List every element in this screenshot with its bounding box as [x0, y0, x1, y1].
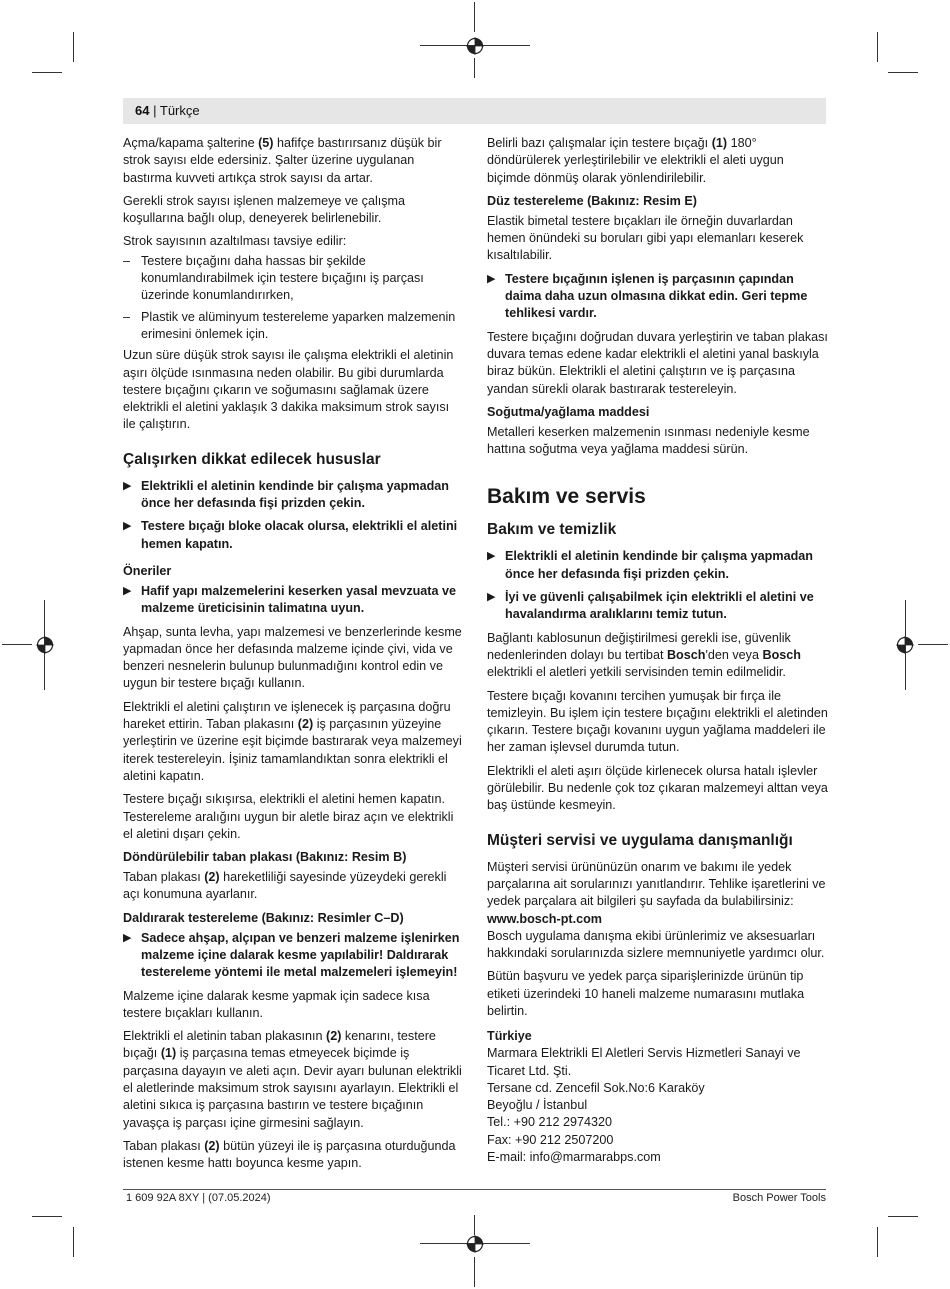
- bullet-arrow-icon: ▶: [123, 479, 132, 492]
- paragraph: Testere bıçağı kovanını tercihen yumuşak bir fırça ile temizleyin. Bu işlem için testere bıçağını elektrikli el aletinden çıkarın. Testere bıçağı kovanını uygun yağlama maddeleri ile her zaman işlevsel durumda tutun.: [487, 688, 828, 755]
- footer-brand: Bosch Power Tools: [732, 1192, 826, 1204]
- address-line: Tersane cd. Zencefil Sok.No:6 Karaköy: [487, 1080, 705, 1095]
- paragraph: Strok sayısının azaltılması tavsiye edilir:: [123, 234, 347, 249]
- paragraph: Testere bıçağını doğrudan duvara yerleştirin ve taban plakası duvara temas edene kadar elektrikli el aletini yanal baskıyla biraz bükün. Elektrikli el aletini çalıştırın ve iş parçasına yandan sürekli olarak bastırarak testereleyin.: [487, 329, 828, 396]
- subsection-heading: Daldırarak testereleme (Bakınız: Resimler C–D): [123, 910, 404, 925]
- dash-list-item: – Testere bıçağını daha hassas bir şekilde konumlandırabilmek için testere bıçağını iş parçası üzerinde konumlandırırken,: [123, 253, 424, 303]
- address-line: Fax: +90 212 2507200: [487, 1132, 614, 1147]
- brand-name: Bosch: [666, 647, 706, 662]
- registration-mark-icon: [466, 1235, 484, 1253]
- reference-number: (2): [204, 1138, 220, 1153]
- crop-mark: [2, 644, 32, 645]
- address-line: Beyoğlu / İstanbul: [487, 1098, 588, 1113]
- warning-bullet: ▶ İyi ve güvenli çalışabilmek için elektrikli el aletini ve havalandırma aralıklarını temiz tutun.: [487, 590, 814, 622]
- warning-bullet: ▶ Testere bıçağının işlenen iş parçasının çapından daima daha uzun olmasına dikkat edin. Geri tepme tehlikesi vardır.: [487, 271, 808, 321]
- paragraph: Gerekli strok sayısı işlenen malzemeye ve çalışma koşullarına bağlı olup, deneyerek belirlenebilir.: [123, 193, 406, 226]
- paragraph: Bosch uygulama danışma ekibi ürünlerimiz ve aksesuarları hakkındaki sorularınızda sizlere memnuniyetle yardımcı olur.: [487, 928, 825, 961]
- bullet-arrow-icon: ▶: [487, 591, 496, 604]
- page-header: [123, 98, 826, 124]
- address-line: Tel.: +90 212 2974320: [487, 1115, 612, 1130]
- crop-mark: [32, 1216, 62, 1217]
- paragraph: Müşteri servisi ürününüzün onarım ve bakımı ile yedek parçalarına ait sorularınızı yanıtlandırır. Tehlike işaretlerini ve yedek parçalara ait bilgileri şu sayfada da bulabilirsiniz: www.bosch-pt.com: [487, 859, 826, 926]
- subsection-heading: Öneriler: [123, 563, 172, 578]
- section-heading: Müşteri servisi ve uygulama danışmanlığı: [487, 831, 793, 849]
- reference-number: (2): [326, 1029, 342, 1044]
- bullet-arrow-icon: ▶: [487, 272, 496, 285]
- paragraph: Açma/kapama şalterine (5) hafifçe bastırırsanız düşük bir strok sayısı elde edersiniz. Şalter üzerine uygulanan bastırma kuvveti artıkça strok sayısı da artar.: [123, 136, 442, 185]
- page-header-text: [135, 103, 200, 118]
- paragraph: Elektrikli el aletini çalıştırın ve işlenecek iş parçasına doğru hareket ettirin. Taban plakasını (2) iş parçasının yüzeyine yerleştirin ve üzerine eşit biçimde bastırarak veya malzemeyi iterek testereleyin. İşiniz tamamlandıktan sonra elektrikli el aletini kapatın.: [123, 699, 462, 783]
- right-column: [487, 135, 828, 1172]
- registration-mark-icon: [36, 636, 54, 654]
- paragraph: Testere bıçağı sıkışırsa, elektrikli el aletini hemen kapatın. Testereleme aralığını uygun bir aletle biraz açın ve elektrikli el aletini dışarı çekin.: [123, 792, 454, 841]
- brand-name: Bosch: [762, 647, 801, 662]
- bullet-arrow-icon: ▶: [123, 520, 132, 533]
- dash-list-item: – Plastik ve alüminyum testereleme yaparken malzemenin erimesini önlemek için.: [123, 309, 456, 341]
- bullet-arrow-icon: ▶: [487, 550, 496, 563]
- crop-mark: [32, 72, 62, 73]
- crop-mark: [474, 1257, 475, 1287]
- paragraph: Malzeme içine dalarak kesme yapmak için sadece kısa testere bıçakları kullanın.: [123, 988, 430, 1020]
- reference-number: (2): [204, 870, 220, 885]
- paragraph: Elektrikli el aleti aşırı ölçüde kirlenecek olursa hatalı işlevler görülebilir. Bu nedenle çok toz çıkaran malzemeyi alttan veya baş üstünde kesmeyin.: [487, 763, 828, 813]
- warning-bullet: ▶ Elektrikli el aletinin kendinde bir çalışma yapmadan önce her defasında fişi prizden çekin.: [123, 478, 449, 511]
- paragraph: Ahşap, sunta levha, yapı malzemesi ve benzerlerinde kesme yapmadan önce her defasında malzeme içinde çivi, vida ve benzeri nesnelerin bulunup bulunmadığını kontrol edin ve uygun bir testere bıçağı kullanın.: [123, 624, 462, 691]
- chapter-heading: Bakım ve servis: [487, 485, 646, 509]
- paragraph: Belirli bazı çalışmalar için testere bıçağı (1) 180° döndürülerek yerleştirilebilir ve elektrikli el aleti uygun biçimde dönmüş olarak yönlendirilebilir.: [487, 136, 784, 185]
- header-separator: |: [153, 103, 157, 118]
- crop-mark: [888, 72, 918, 73]
- address-line: Marmara Elektrikli El Aletleri Servis Hizmetleri Sanayi ve Ticaret Ltd. Şti.: [487, 1046, 801, 1078]
- subsection-heading: Döndürülebilir taban plakası (Bakınız: Resim B): [123, 850, 407, 865]
- crop-mark: [474, 58, 475, 78]
- subsection-heading: Soğutma/yağlama maddesi: [487, 404, 650, 419]
- section-heading: Çalışırken dikkat edilecek hususlar: [123, 450, 381, 468]
- paragraph: Uzun süre düşük strok sayısı ile çalışma elektrikli el aletinin aşırı ölçüde ısınmasına neden olabilir. Bu gibi durumlarda testere bıçağını çıkarın ve soğumasını sağlamak üzere elektrikli el aletini yaklaşık 3 dakika maksimum strok sayısı ile çalıştırın.: [123, 348, 454, 432]
- crop-mark: [888, 1216, 918, 1217]
- reference-number: (1): [711, 136, 728, 150]
- section-heading: Bakım ve temizlik: [487, 521, 617, 539]
- crop-mark: [73, 1227, 74, 1257]
- crop-mark: [73, 32, 74, 62]
- reference-number: (5): [258, 136, 274, 150]
- paragraph: Taban plakası (2) hareketliliği sayesinde yüzeydeki gerekli açı konumuna ayarlanır.: [123, 870, 447, 902]
- footer-rule: [123, 1189, 826, 1190]
- footer-doc-id: 1 609 92A 8XY | (07.05.2024): [126, 1192, 271, 1204]
- country-heading: Türkiye: [487, 1029, 532, 1044]
- address-block: [487, 1045, 828, 1166]
- warning-bullet: ▶ Testere bıçağı bloke olacak olursa, elektrikli el aletini hemen kapatın.: [123, 519, 458, 551]
- paragraph: Elastik bimetal testere bıçakları ile örneğin duvarlardan hemen önündeki su boruları gibi yapı elemanları keserek kısaltılabilir.: [487, 213, 804, 263]
- reference-number: (1): [160, 1046, 177, 1061]
- warning-bullet: ▶ Hafif yapı malzemelerini keserken yasal mevzuata ve malzeme üreticisinin talimatına uyun.: [123, 583, 457, 616]
- page-number: 64: [135, 103, 150, 118]
- paragraph: Elektrikli el aletinin taban plakasının (2) kenarını, testere bıçağı (1) iş parçasına temas etmeyecek biçimde iş parçasına dayayın ve aleti açın. Devir ayarı bulunan elektrikli el aletlerinde maksimum strok sayısını ayarlayın. Elektrikli el aletini sıkıca iş parçasına bastırın ve testere bıçağının yavaşça iş parçası içine girmesini sağlayın.: [123, 1029, 462, 1130]
- paragraph: Taban plakası (2) bütün yüzeyi ile iş parçasına oturduğunda istenen kesme hattı boyunca kesme yapın.: [123, 1138, 456, 1171]
- crop-mark: [474, 1215, 475, 1235]
- crop-mark: [877, 32, 878, 62]
- registration-mark-icon: [466, 37, 484, 55]
- crop-mark: [877, 1227, 878, 1257]
- warning-bullet: ▶ Sadece ahşap, alçıpan ve benzeri malzeme işlenirken malzeme içine dalarak kesme yapılabilir! Daldırarak testereleme yöntemi ile metal malzemeleri işlemeyin!: [123, 930, 460, 980]
- address-line: E-mail: info@marmarabps.com: [487, 1150, 661, 1165]
- registration-mark-icon: [896, 636, 914, 654]
- crop-mark: [474, 2, 475, 32]
- header-language: Türkçe: [159, 103, 200, 118]
- bullet-arrow-icon: ▶: [123, 584, 132, 597]
- reference-number: (2): [297, 717, 314, 732]
- paragraph: Bütün başvuru ve yedek parça siparişlerinizde ürünün tip etiketi üzerindeki 10 haneli malzeme numarasını mutlaka belirtin.: [487, 969, 805, 1018]
- paragraph: Metalleri keserken malzemenin ısınması nedeniyle kesme hattına soğutma veya yağlama maddesi sürün.: [487, 424, 810, 457]
- website-link[interactable]: www.bosch-pt.com: [487, 911, 602, 926]
- bullet-arrow-icon: ▶: [123, 931, 132, 944]
- subsection-heading: Düz testereleme (Bakınız: Resim E): [487, 193, 697, 208]
- warning-bullet: ▶ Elektrikli el aletinin kendinde bir çalışma yapmadan önce her defasında fişi prizden çekin.: [487, 549, 813, 581]
- paragraph: Bağlantı kablosunun değiştirilmesi gerekli ise, güvenlik nedenlerinden dolayı bu tertibat Bosch'den veya Bosch elektrikli el aletleri yetkili servisinden temin edilmelidir.: [487, 630, 801, 680]
- left-column: [123, 135, 464, 1179]
- crop-mark: [918, 644, 948, 645]
